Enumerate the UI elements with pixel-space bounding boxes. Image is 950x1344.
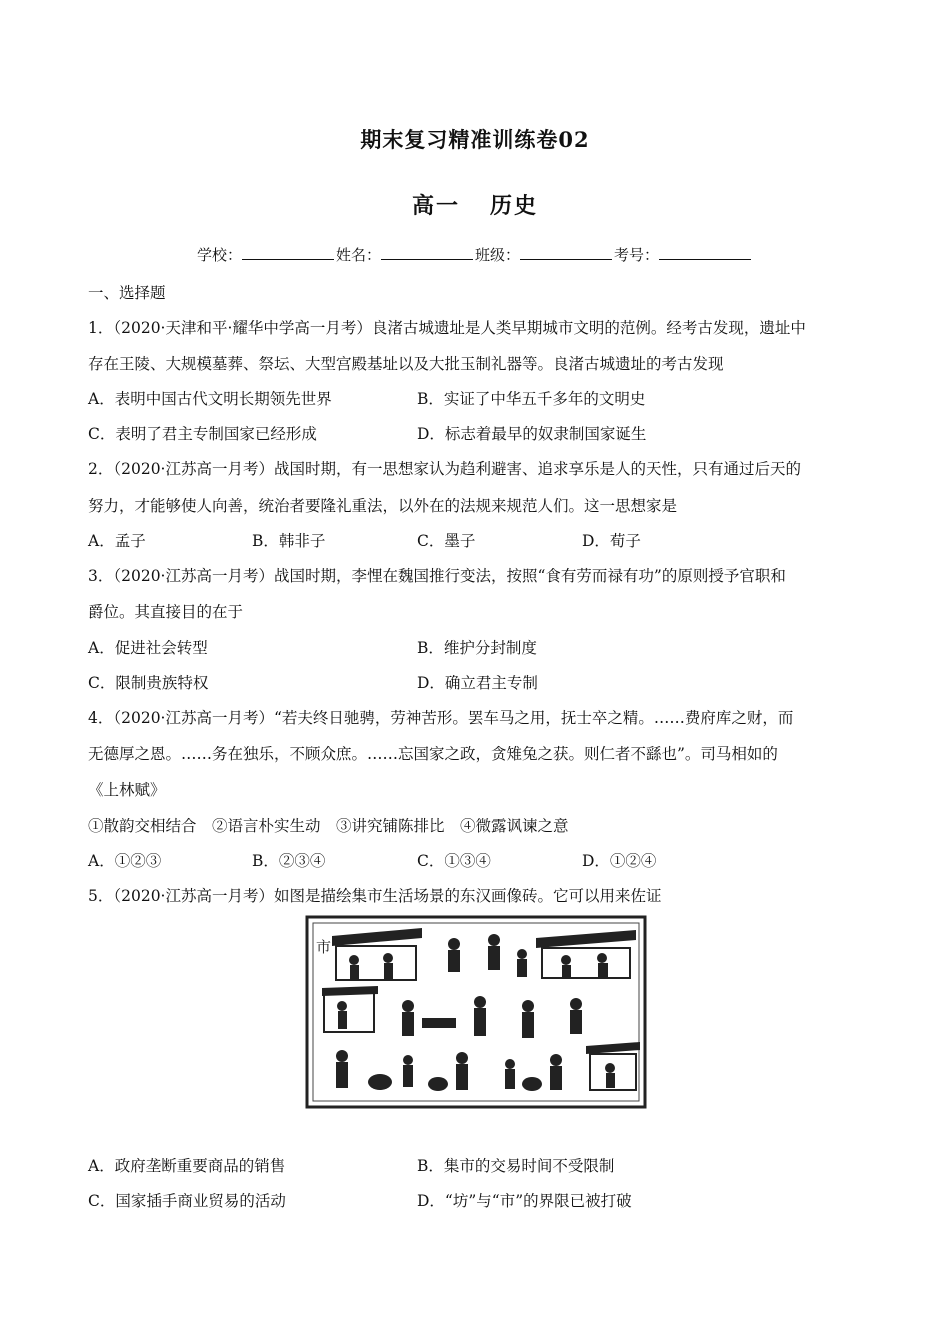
- han-market-brick-image: [304, 914, 648, 1112]
- question-3-option-d[interactable]: D．确立君主专制: [417, 674, 538, 692]
- page-subtitle: [0, 189, 950, 220]
- question-3-line-2: 爵位。其直接目的在于: [88, 603, 244, 621]
- question-1-option-c[interactable]: C．表明了君主专制国家已经形成: [88, 425, 317, 443]
- exam-no-blank[interactable]: [659, 245, 751, 260]
- question-5-option-d[interactable]: D．“坊”与“市”的界限已被打破: [417, 1192, 632, 1210]
- question-4-option-d[interactable]: D．①②④: [582, 852, 657, 870]
- question-4-option-b[interactable]: B．②③④: [252, 852, 326, 870]
- question-4-line-3: 《上林赋》: [88, 781, 166, 799]
- school-label: 学校：: [196, 246, 242, 264]
- question-2-line-2: 努力，才能够使人向善，统治者要隆礼重法，以外在的法规来规范人们。这一思想家是: [88, 497, 678, 515]
- question-4-line-2: 无德厚之恩。……务在独乐，不顾众庶。……忘国家之政，贪雉兔之获。则仁者不繇也”。司马相如的: [88, 745, 778, 763]
- exam-no-label: 考号：: [614, 246, 660, 264]
- question-2-option-b[interactable]: B．韩非子: [252, 532, 326, 550]
- question-3-option-c[interactable]: C．限制贵族特权: [88, 674, 209, 692]
- subtitle-grade: 高一: [411, 193, 460, 219]
- market-sign-label: 市: [316, 938, 332, 956]
- question-1-line-1: 1．（2020·天津和平·耀华中学高一月考）良渚古城遗址是人类早期城市文明的范例。经考古发现，遗址中: [88, 319, 806, 337]
- question-4-option-c[interactable]: C．①③④: [417, 852, 491, 870]
- name-blank[interactable]: [381, 245, 473, 260]
- question-4-line-4: ①散韵交相结合 ②语言朴实生动 ③讲究铺陈排比 ④微露讽谏之意: [88, 817, 569, 835]
- page-title: 期末复习精准训练卷02: [360, 127, 590, 152]
- question-1-option-b[interactable]: B．实证了中华五千多年的文明史: [417, 390, 646, 408]
- question-3-option-b[interactable]: B．维护分封制度: [417, 639, 537, 657]
- question-4-line-1: 4．（2020·江苏高一月考）“若夫终日驰骋，劳神苦形。罢车马之用，抚士卒之精。……费府库之财，而: [88, 709, 794, 727]
- question-5-option-c[interactable]: C．国家插手商业贸易的活动: [88, 1192, 286, 1210]
- name-label: 姓名：: [335, 246, 381, 264]
- student-info-row: [0, 244, 950, 265]
- question-2-option-a[interactable]: A．孟子: [88, 532, 146, 550]
- question-1-line-2: 存在王陵、大规模墓葬、祭坛、大型宫殿基址以及大批玉制礼器等。良渚古城遗址的考古发现: [88, 355, 724, 373]
- question-2-line-1: 2．（2020·江苏高一月考）战国时期，有一思想家认为趋利避害、追求享乐是人的天性，只有通过后天的: [88, 460, 801, 478]
- class-label: 班级：: [475, 246, 521, 264]
- question-1-option-d[interactable]: D．标志着最早的奴隶制国家诞生: [417, 425, 647, 443]
- section-heading: 一、选择题: [88, 284, 166, 302]
- question-2-option-d[interactable]: D．荀子: [582, 532, 641, 550]
- question-4-option-a[interactable]: A．①②③: [88, 852, 162, 870]
- subtitle-subject: 历史: [490, 193, 539, 219]
- question-5-option-a[interactable]: A．政府垄断重要商品的销售: [88, 1157, 286, 1175]
- question-5-line-1: 5．（2020·江苏高一月考）如图是描绘集市生活场景的东汉画像砖。它可以用来佐证: [88, 887, 662, 905]
- question-5-option-b[interactable]: B．集市的交易时间不受限制: [417, 1157, 615, 1175]
- question-1-option-a[interactable]: A．表明中国古代文明长期领先世界: [88, 390, 332, 408]
- question-3-option-a[interactable]: A．促进社会转型: [88, 639, 208, 657]
- question-2-option-c[interactable]: C．墨子: [417, 532, 476, 550]
- school-blank[interactable]: [242, 245, 334, 260]
- question-3-line-1: 3．（2020·江苏高一月考）战国时期，李悝在魏国推行变法，按照“食有劳而禄有功”的原则授予官职和: [88, 567, 786, 585]
- class-blank[interactable]: [520, 245, 612, 260]
